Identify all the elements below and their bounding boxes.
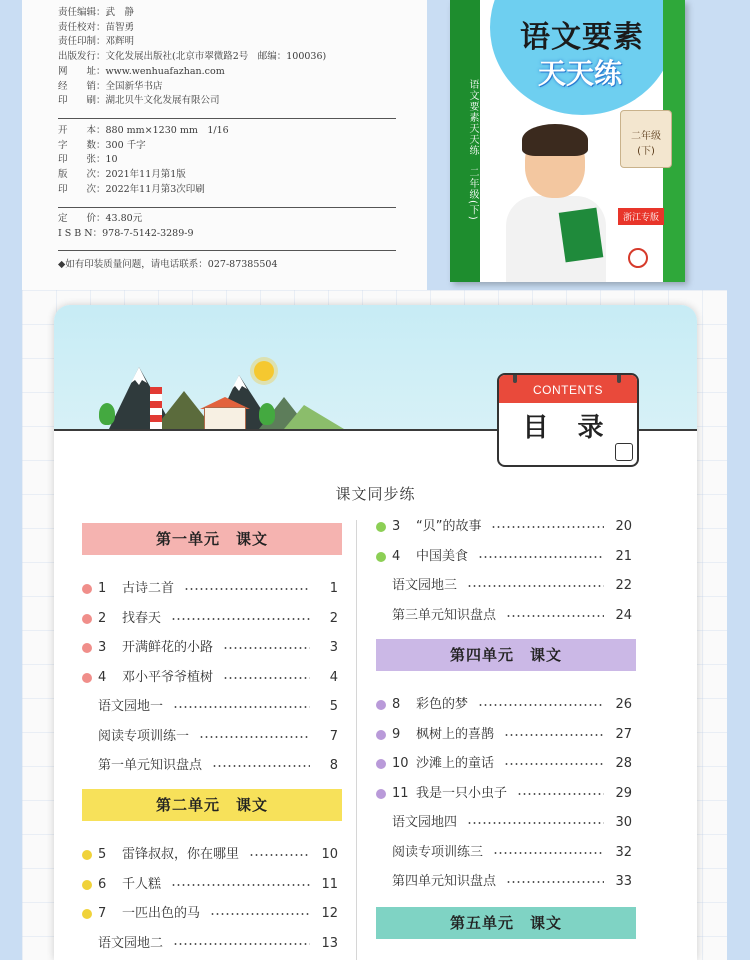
cover-grade-term: (下) [637, 146, 655, 157]
lesson-title: 第三单元知识盘点 [392, 607, 497, 623]
dot-leader [504, 760, 604, 768]
toc-entry[interactable] [392, 606, 632, 626]
bullet-dot-icon [376, 730, 386, 740]
colophon-line: 网 址：www.wenhuafazhan.com [58, 65, 225, 77]
colophon-notice: ◆如有印装质量问题，请电话联系：027-87385504 [58, 259, 278, 270]
toc-entry[interactable] [376, 754, 632, 774]
colophon-line: 印 次：2022年11月第3次印刷 [58, 183, 205, 195]
page-number: 22 [615, 578, 632, 593]
page-number: 24 [615, 607, 632, 623]
lighthouse-icon [150, 387, 162, 429]
section-title: 课文同步练 [335, 485, 416, 503]
colophon-specs [58, 124, 388, 198]
lesson-title: 第四单元知识盘点 [392, 874, 497, 889]
dot-leader [171, 881, 310, 889]
calendar-ring-icon [617, 373, 621, 383]
page-number: 28 [615, 756, 632, 771]
toc-entry[interactable] [98, 697, 338, 717]
dot-leader [249, 851, 310, 859]
lesson-number: 8 [392, 697, 401, 712]
dot-leader [493, 849, 604, 857]
page-fold-icon [615, 443, 633, 461]
toc-entry[interactable] [98, 756, 338, 776]
lesson-number: 2 [98, 610, 107, 626]
dot-leader [173, 940, 310, 948]
dot-leader [212, 762, 310, 770]
toc-entry[interactable] [376, 517, 632, 537]
dot-leader [504, 731, 604, 739]
dot-leader [517, 790, 604, 798]
lesson-title: 枫树上的喜鹊 [416, 726, 495, 742]
toc-entry[interactable] [82, 609, 338, 629]
page-number: 5 [329, 699, 338, 714]
dot-leader [506, 878, 604, 886]
toc-entry[interactable] [82, 579, 338, 599]
lesson-title: 中国美食 [416, 548, 469, 564]
dot-leader [171, 615, 310, 623]
lesson-title: 彩色的梦 [416, 697, 469, 712]
page-number: 27 [615, 726, 632, 742]
colophon-line: 字 数：300 千字 [58, 139, 146, 151]
lesson-number: 6 [98, 876, 107, 892]
lesson-title: 语文园地四 [392, 815, 458, 830]
page-number: 10 [321, 847, 338, 862]
bullet-dot-icon [376, 522, 386, 532]
toc-entry[interactable] [392, 872, 632, 892]
colophon-rule [58, 207, 396, 208]
toc-entry[interactable] [376, 784, 632, 804]
lesson-number: 3 [392, 519, 401, 534]
colophon-line: 出版发行：文化发展出版社(北京市翠微路2号 邮编：100036) [58, 51, 327, 63]
bullet-dot-icon [376, 552, 386, 562]
dot-leader [184, 585, 310, 593]
unit-header[interactable]: 第四单元 课文 [376, 639, 636, 671]
dot-leader [491, 523, 604, 531]
page-number: 1 [329, 581, 338, 596]
lesson-number: 3 [98, 640, 107, 655]
bullet-dot-icon [376, 759, 386, 769]
lesson-title: 雷锋叔叔，你在哪里 [122, 847, 240, 862]
toc-entry[interactable] [376, 547, 632, 567]
cover-subtitle: 天天练 [538, 57, 623, 90]
cover-grade: 二年级 [631, 131, 661, 142]
dot-leader [478, 701, 604, 709]
colophon-price [58, 212, 388, 241]
dot-leader [467, 819, 604, 827]
dot-leader [506, 612, 604, 620]
bullet-dot-icon [376, 700, 386, 710]
lesson-title: 语文园地二 [98, 935, 164, 951]
bullet-dot-icon [82, 643, 92, 653]
toc-entry[interactable] [98, 727, 338, 747]
colophon-rule [58, 118, 396, 119]
lesson-number: 9 [392, 726, 401, 742]
toc-entry[interactable] [392, 576, 632, 596]
page-number: 33 [615, 874, 632, 889]
contents-title: 目 录 [522, 413, 614, 443]
bullet-dot-icon [82, 673, 92, 683]
cover-edition-badge: 浙江专版 [618, 208, 664, 225]
lesson-title: 一匹出色的马 [122, 906, 201, 921]
lesson-title: 语文园地三 [392, 578, 458, 593]
lesson-title: 第一单元知识盘点 [98, 758, 203, 773]
colophon-line: 开 本：880 mm×1230 mm 1/16 [58, 125, 229, 136]
page-number: 21 [615, 548, 632, 564]
cover-grade-badge [620, 110, 672, 168]
colophon-line: 印 刷：湖北贝牛文化发展有限公司 [58, 95, 220, 107]
lesson-number: 1 [98, 581, 107, 596]
toc-entry[interactable] [82, 845, 338, 865]
page-number: 2 [329, 610, 338, 626]
dot-leader [199, 733, 310, 741]
unit-header[interactable]: 第一单元 课文 [82, 523, 342, 555]
colophon-line: 定 价：43.80元 [58, 213, 143, 224]
dot-leader [223, 644, 310, 652]
cover-kid-hair [522, 124, 588, 156]
unit-header[interactable]: 第二单元 课文 [82, 789, 342, 821]
page-number: 3 [329, 640, 338, 655]
toc-card [54, 305, 697, 960]
colophon-page [22, 0, 427, 290]
colophon-line: I S B N：978-7-5142-3289-9 [58, 227, 194, 239]
colophon-line: 责任印制：邓辉明 [58, 36, 135, 48]
colophon-credits [58, 6, 388, 109]
bullet-dot-icon [82, 584, 92, 594]
bullet-dot-icon [82, 880, 92, 890]
lesson-title: 沙滩上的童话 [416, 756, 495, 771]
lesson-title: 古诗二首 [122, 581, 175, 596]
page-number: 20 [615, 519, 632, 534]
page-number: 30 [615, 815, 632, 830]
lesson-title: 开满鲜花的小路 [122, 640, 214, 655]
page-number: 11 [321, 876, 338, 892]
lesson-title: 阅读专项训练一 [98, 728, 190, 744]
cover-kid-book [559, 208, 604, 263]
tree-icon [259, 403, 275, 425]
toc-entry[interactable] [376, 695, 632, 715]
lesson-title: “贝”的故事 [416, 519, 482, 534]
lesson-number: 7 [98, 906, 107, 921]
house-icon [204, 407, 246, 431]
cover-title: 语文要素 [520, 20, 644, 55]
lesson-number: 4 [392, 548, 401, 564]
page-number: 13 [321, 935, 338, 951]
toc-entry[interactable] [82, 875, 338, 895]
page-number: 12 [321, 906, 338, 921]
colophon-line: 经 销：全国新华书店 [58, 80, 163, 92]
colophon-rule [58, 250, 396, 251]
contents-label: CONTENTS [499, 375, 637, 403]
toc-entry[interactable] [376, 725, 632, 745]
bullet-dot-icon [82, 850, 92, 860]
cover-spine: 语文要素天天练 二年级(下) [450, 0, 480, 282]
toc-entry[interactable] [82, 904, 338, 924]
column-divider [356, 520, 357, 960]
bullet-dot-icon [82, 614, 92, 624]
lesson-title: 阅读专项训练三 [392, 844, 484, 860]
lesson-title: 千人糕 [122, 876, 162, 892]
publisher-logo-icon [628, 248, 648, 268]
lesson-title: 语文园地一 [98, 699, 164, 714]
unit-header[interactable]: 第五单元 课文 [376, 907, 636, 939]
dot-leader [467, 582, 604, 590]
lesson-number: 10 [392, 756, 409, 771]
calendar-ring-icon [513, 373, 517, 383]
toc-entry[interactable] [392, 843, 632, 863]
toc-entry[interactable] [82, 668, 338, 688]
bullet-dot-icon [376, 789, 386, 799]
colophon-line: 责任编辑：武 静 [58, 7, 135, 18]
dot-leader [210, 910, 310, 918]
dot-leader [223, 674, 310, 682]
colophon-line: 印 张：10 [58, 154, 118, 166]
page-number: 8 [329, 758, 338, 773]
page-number: 4 [329, 669, 338, 685]
toc-entry[interactable] [392, 813, 632, 833]
page-number: 29 [615, 785, 632, 801]
book-cover [450, 0, 685, 282]
lesson-number: 4 [98, 669, 107, 685]
contents-calendar [497, 373, 639, 467]
lesson-title: 邓小平爷爷植树 [122, 669, 214, 685]
dot-leader [173, 703, 310, 711]
lesson-number: 11 [392, 785, 409, 801]
tree-icon [99, 403, 115, 425]
toc-entry[interactable] [98, 934, 338, 954]
toc-entry[interactable] [82, 638, 338, 658]
lesson-title: 找春天 [122, 610, 162, 626]
bullet-dot-icon [82, 909, 92, 919]
sun-icon [254, 361, 274, 381]
page-number: 7 [329, 728, 338, 744]
page-number: 32 [615, 844, 632, 860]
colophon-line: 版 次：2021年11月第1版 [58, 169, 186, 181]
dot-leader [478, 553, 604, 561]
page-number: 26 [615, 697, 632, 712]
colophon-line: 责任校对：苗智勇 [58, 21, 135, 33]
lesson-title: 我是一只小虫子 [416, 785, 508, 801]
lesson-number: 5 [98, 847, 107, 862]
